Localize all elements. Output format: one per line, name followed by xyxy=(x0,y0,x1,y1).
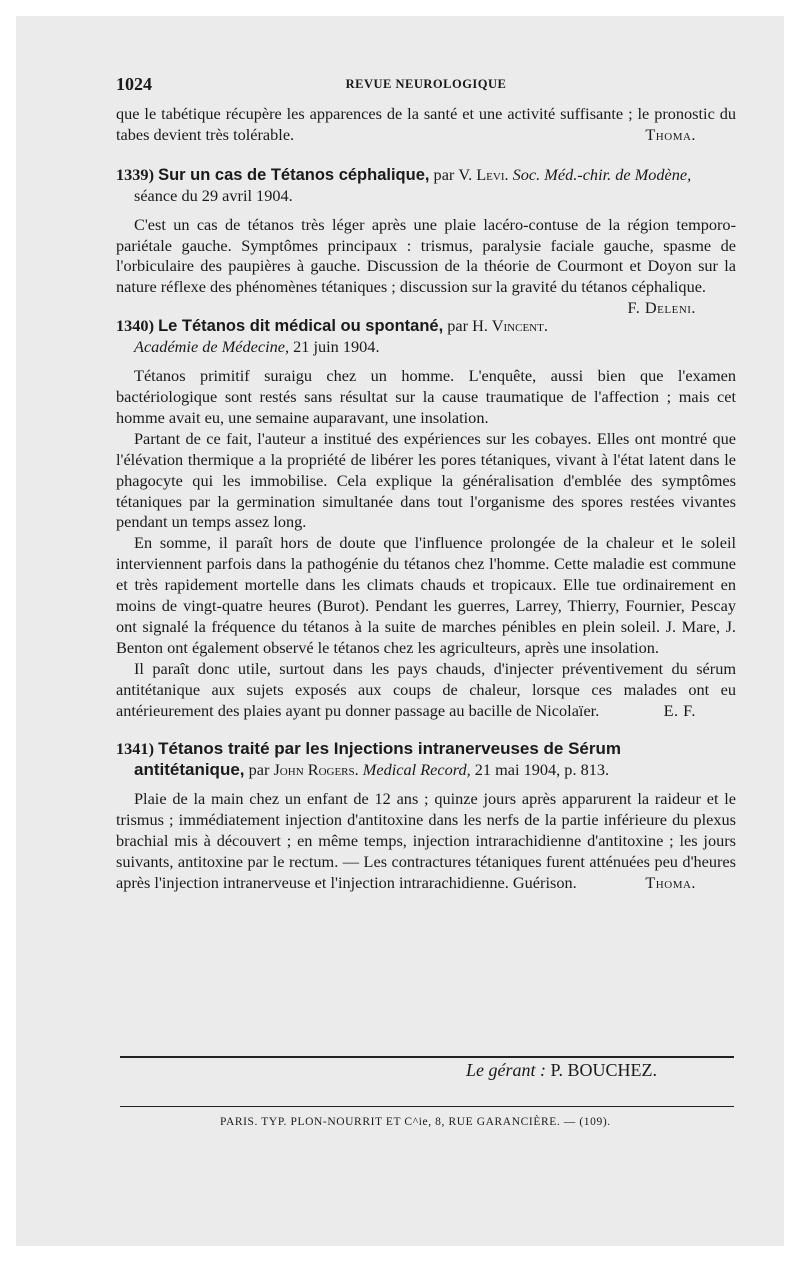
article-heading xyxy=(116,739,736,781)
article-number: 1339) xyxy=(116,164,154,184)
continuation-paragraph xyxy=(116,104,736,146)
article-date: 21 mai 1904, p. 813. xyxy=(474,760,610,780)
paragraph-text: Plaie de la main chez un enfant de 12 ans ; quinze jours après apparurent la raideur et le trismus ; immédiatement injection d'antitoxine dans les nerfs de la partie inférieure du plexus brachial mis à découvert ; en même temps, injection intrarachidienne d'antitoxine ; les jours suivants, antitoxine par le rectum. — Les contractures tétaniques furent atténuées peu d'heures après l'injection intranerveuse et l'injection intrarachidienne. Guérison. xyxy=(116,789,736,892)
paragraph-text: Il paraît donc utile, surtout dans les pays chauds, d'injecter préventivement du sérum antitétanique aux sujets exposés aux coups de chaleur, lorsque ces malades ont eu antérieurement des plaies ayant pu donner passage au bacille de Nicolaïer. xyxy=(116,658,736,720)
article-author: John Rogers. xyxy=(273,760,359,780)
article-heading xyxy=(116,316,736,358)
running-head xyxy=(116,74,736,96)
article-paragraph xyxy=(116,214,736,318)
article-1339 xyxy=(116,164,736,318)
article-source: Académie de Médecine, xyxy=(134,337,290,357)
article-by: par xyxy=(248,760,270,780)
article-date: 21 juin 1904. xyxy=(293,337,380,357)
article-paragraph xyxy=(116,659,736,722)
article-1341 xyxy=(116,739,736,893)
article-author: H. Vincent. xyxy=(472,316,548,336)
article-date: séance du 29 avril 1904. xyxy=(134,185,293,205)
manager-name: P. BOUCHEZ. xyxy=(550,1060,658,1080)
article-title: Tétanos traité par les Injections intranerveuses de Sérum antitétanique, xyxy=(134,739,622,780)
divider-rule xyxy=(120,1056,734,1058)
scanned-page xyxy=(16,16,784,1246)
article-paragraph: Partant de ce fait, l'auteur a institué des expériences sur les cobayes. Elles ont montré que l'élévation thermique a la propriété de libérer les pores tétaniques, vivant à l'état latent dans le phagocyte qui les immobilise. Cela explique la généralisation d'emblée des symptômes tétaniques par la germination simultanée dans tout l'organisme des spores restées vivantes pendant un temps assez long. xyxy=(116,428,736,532)
signature: E. F. xyxy=(663,700,696,720)
article-paragraph xyxy=(116,789,736,894)
article-number: 1340) xyxy=(116,316,154,336)
continuation-text: que le tabétique récupère les apparences de la santé et une activité suffisante ; le pronostic du tabes devient très tolérable. xyxy=(116,104,736,144)
signature: Thoma. xyxy=(645,872,696,892)
journal-title: REVUE NEUROLOGIQUE xyxy=(345,77,507,91)
signature: Thoma. xyxy=(645,124,696,144)
article-source: Soc. Méd.-chir. de Modène, xyxy=(512,164,692,184)
page-number: 1024 xyxy=(116,74,152,94)
article-by: par xyxy=(447,316,469,336)
manager-label: Le gérant : xyxy=(466,1060,546,1080)
divider-rule xyxy=(120,1106,734,1107)
article-title: Le Tétanos dit médical ou spontané, xyxy=(158,317,444,336)
body-text xyxy=(116,104,736,912)
article-heading xyxy=(116,165,736,207)
article-source: Medical Record, xyxy=(362,760,471,780)
article-paragraph: En somme, il paraît hors de doute que l'influence prolongée de la chaleur et le soleil interviennent parfois dans la pathogénie du tétanos chez l'homme. Cette maladie est commune et très rapidement mortelle dans les climats chauds et tropicaux. Elle tue ordinairement en moins de vingt-quatre heures (Burot). Pendant les guerres, Larrey, Thierry, Fournier, Pescay ont signalé la fréquence du tétanos à la suite de marches pénibles en plein soleil. J. Mare, J. Benton ont également observé le tétanos chez les agriculteurs, après une insolation. xyxy=(116,533,736,657)
signature: F. Deleni. xyxy=(627,298,696,318)
article-paragraph: Tétanos primitif suraigu chez un homme. L'enquête, aussi bien que l'examen bactériologique sont restés sans résultat sur la cause traumatique de l'affection ; mais cet homme avait eu, une semaine auparavant, une insolation. xyxy=(116,366,736,427)
article-number: 1341) xyxy=(116,739,154,759)
article-1340 xyxy=(116,316,736,721)
printer-imprint: PARIS. TYP. PLON-NOURRIT ET C^ie, 8, RUE GARANCIÈRE. — (109). xyxy=(220,1116,611,1128)
manager-line xyxy=(466,1060,657,1081)
article-title: Sur un cas de Tétanos céphalique, xyxy=(158,165,430,184)
paragraph-text: C'est un cas de tétanos très léger après une plaie lacéro-contuse de la région temporo-pariétale gauche. Symptômes principaux : trismus, paralysie faciale gauche, spasme de l'orbiculaire des paupières à gauche. Discussion de la théorie de Courmont et Doyon sur la nature réflexe des phénomènes tétaniques ; discussion sur la gravité du tétanos céphalique. xyxy=(116,214,736,297)
article-author: V. Levi. xyxy=(458,164,509,184)
article-by: par xyxy=(433,164,455,184)
